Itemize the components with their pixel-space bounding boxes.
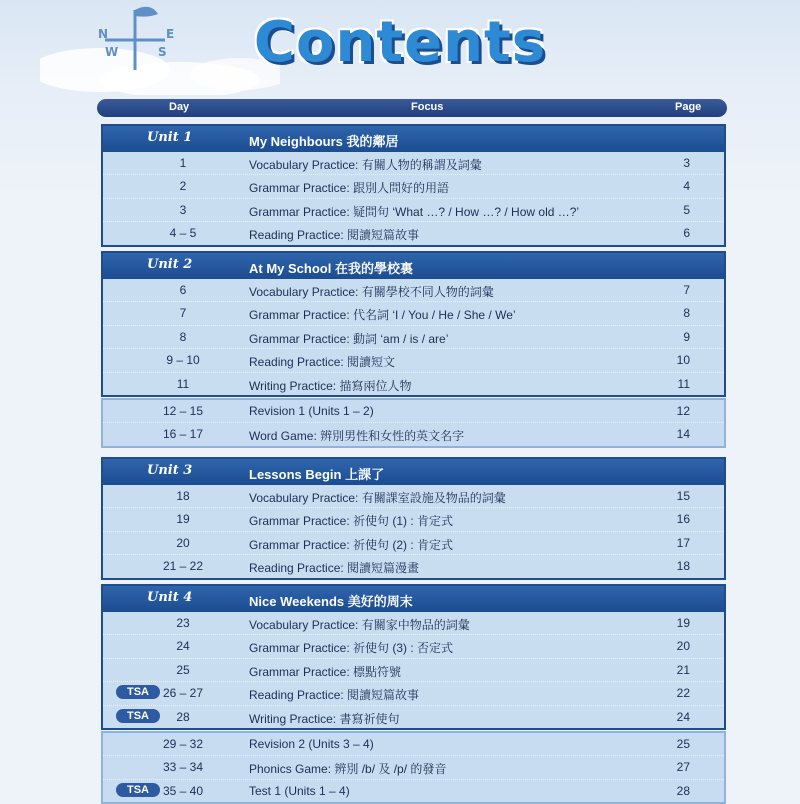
revision-block [101, 398, 726, 448]
row-focus: Vocabulary Practice: 有關家中物品的詞彙 [249, 618, 470, 632]
row-focus: Grammar Practice: 動詞 ‘am / is / are’ [249, 331, 449, 346]
row-focus: Grammar Practice: 祈使句 (1) : 肯定式 [249, 514, 454, 529]
row-day: 29 – 32 [162, 737, 204, 751]
contents-row[interactable] [103, 779, 724, 802]
row-focus: Reading Practice: 閱讀短篇漫畫 [249, 561, 420, 576]
contents-row[interactable] [103, 174, 724, 197]
contents-row[interactable] [103, 198, 724, 221]
svg-text:E: E [166, 27, 175, 41]
row-focus: Grammar Practice: 代名詞 ‘I / You / He / She / We’ [249, 308, 516, 323]
row-focus: Grammar Practice: 跟別人問好的用語 [249, 181, 450, 196]
revision-block [101, 731, 726, 804]
contents-row[interactable] [103, 485, 724, 507]
row-page: 18 [676, 559, 690, 574]
row-focus: Reading Practice: 閱讀短篇故事 [249, 228, 420, 243]
row-page: 8 [683, 306, 690, 321]
contents-row[interactable] [103, 705, 724, 728]
row-page: 17 [676, 535, 690, 550]
contents-row[interactable] [103, 348, 724, 371]
unit-header [103, 126, 724, 152]
row-focus: Grammar Practice: 祈使句 (2) : 肯定式 [249, 537, 454, 552]
row-page: 25 [676, 737, 690, 751]
row-day: 25 [176, 662, 190, 677]
row-focus: Writing Practice: 書寫祈使句 [249, 711, 400, 726]
row-focus: Vocabulary Practice: 有關課室設施及物品的詞彙 [249, 491, 506, 505]
row-day: 12 – 15 [162, 404, 204, 418]
row-page: 28 [676, 783, 690, 798]
row-focus: Revision 1 (Units 1 – 2) [249, 404, 374, 418]
row-page: 27 [676, 760, 690, 775]
row-day: 18 [176, 489, 190, 503]
contents-row[interactable] [103, 507, 724, 530]
row-day: 4 – 5 [169, 226, 197, 241]
row-day: 6 [179, 283, 187, 297]
tsa-badge: TSA [116, 685, 160, 699]
contents-row[interactable] [103, 634, 724, 657]
row-page: 7 [683, 283, 690, 297]
page-title: Contents [253, 10, 547, 75]
row-focus: Vocabulary Practice: 有關人物的稱謂及詞彙 [249, 158, 482, 172]
tsa-badge: TSA [116, 709, 160, 723]
row-day: 3 [179, 202, 187, 217]
svg-text:N: N [98, 27, 109, 41]
row-page: 4 [683, 179, 690, 194]
row-day: 26 – 27 [162, 686, 204, 701]
unit-header [103, 253, 724, 279]
column-header-focus: Focus [411, 101, 444, 113]
row-day: 28 [176, 709, 190, 724]
row-page: 16 [676, 512, 690, 527]
svg-text:S: S [158, 45, 167, 59]
row-focus: Word Game: 辨別男性和女性的英文名字 [249, 429, 465, 444]
row-page: 3 [683, 156, 690, 170]
row-page: 20 [676, 639, 690, 654]
contents-row[interactable] [103, 658, 724, 681]
contents-row[interactable] [103, 755, 724, 778]
row-page: 19 [676, 616, 690, 630]
row-day: 35 – 40 [162, 783, 204, 798]
row-day: 2 [179, 179, 187, 194]
contents-row[interactable] [103, 325, 724, 348]
unit-title: My Neighbours 我的鄰居 [249, 134, 399, 149]
row-page: 24 [676, 709, 690, 724]
unit-title: Nice Weekends 美好的周末 [249, 594, 413, 609]
contents-row[interactable] [103, 372, 724, 395]
contents-row[interactable] [103, 733, 724, 755]
row-day: 8 [179, 329, 187, 344]
row-day: 20 [176, 535, 190, 550]
contents-row[interactable] [103, 221, 724, 244]
row-focus: Revision 2 (Units 3 – 4) [249, 737, 374, 751]
unit-block [101, 584, 726, 730]
column-header-day: Day [169, 101, 190, 113]
row-day: 33 – 34 [162, 760, 204, 775]
row-page: 6 [683, 226, 690, 241]
row-day: 16 – 17 [162, 427, 204, 442]
contents-row[interactable] [103, 531, 724, 554]
row-focus: Reading Practice: 閱讀短篇故事 [249, 688, 420, 703]
row-page: 14 [676, 427, 690, 442]
row-page: 10 [676, 353, 690, 368]
row-day: 21 – 22 [162, 559, 204, 574]
row-focus: Grammar Practice: 標點符號 [249, 664, 402, 679]
contents-row[interactable] [103, 400, 724, 422]
row-page: 21 [676, 662, 690, 677]
row-day: 1 [179, 156, 187, 170]
unit-title: Lessons Begin 上課了 [249, 467, 385, 482]
row-day: 11 [176, 376, 190, 391]
contents-row[interactable] [103, 422, 724, 445]
contents-row[interactable] [103, 681, 724, 704]
contents-row[interactable] [103, 279, 724, 301]
row-day: 7 [179, 306, 187, 321]
contents-row[interactable] [103, 612, 724, 634]
row-day: 19 [176, 512, 190, 527]
unit-label: Unit 3 [147, 463, 193, 478]
unit-block [101, 251, 726, 397]
row-focus: Reading Practice: 閱讀短文 [249, 355, 396, 370]
row-day: 23 [176, 616, 190, 630]
row-page: 9 [683, 329, 690, 344]
unit-label: Unit 2 [147, 257, 193, 272]
row-focus: Test 1 (Units 1 – 4) [249, 783, 350, 798]
svg-text:W: W [105, 45, 119, 59]
row-page: 22 [676, 686, 690, 701]
row-focus: Phonics Game: 辨別 /b/ 及 /p/ 的發音 [249, 762, 447, 777]
unit-title: At My School 在我的學校裏 [249, 261, 413, 276]
unit-block [101, 124, 726, 247]
row-page: 12 [676, 404, 690, 418]
row-focus: Vocabulary Practice: 有關學校不同人物的詞彙 [249, 285, 494, 299]
unit-header [103, 586, 724, 612]
tsa-badge: TSA [116, 783, 160, 797]
unit-block [101, 457, 726, 580]
row-focus: Grammar Practice: 疑問句 ‘What …? / How …? / How old …?’ [249, 204, 580, 219]
column-header [97, 99, 727, 117]
unit-header [103, 459, 724, 485]
row-page: 11 [677, 376, 690, 391]
contents-row[interactable] [103, 301, 724, 324]
row-focus: Grammar Practice: 祈使句 (3) : 否定式 [249, 641, 454, 656]
column-header-page: Page [675, 101, 702, 113]
contents-row[interactable] [103, 554, 724, 577]
unit-label: Unit 4 [147, 590, 193, 605]
row-focus: Writing Practice: 描寫兩位人物 [249, 378, 412, 393]
contents-row[interactable] [103, 152, 724, 174]
row-day: 9 – 10 [166, 353, 200, 368]
unit-label: Unit 1 [147, 130, 193, 145]
row-page: 15 [676, 489, 690, 503]
row-page: 5 [683, 202, 690, 217]
row-day: 24 [176, 639, 190, 654]
